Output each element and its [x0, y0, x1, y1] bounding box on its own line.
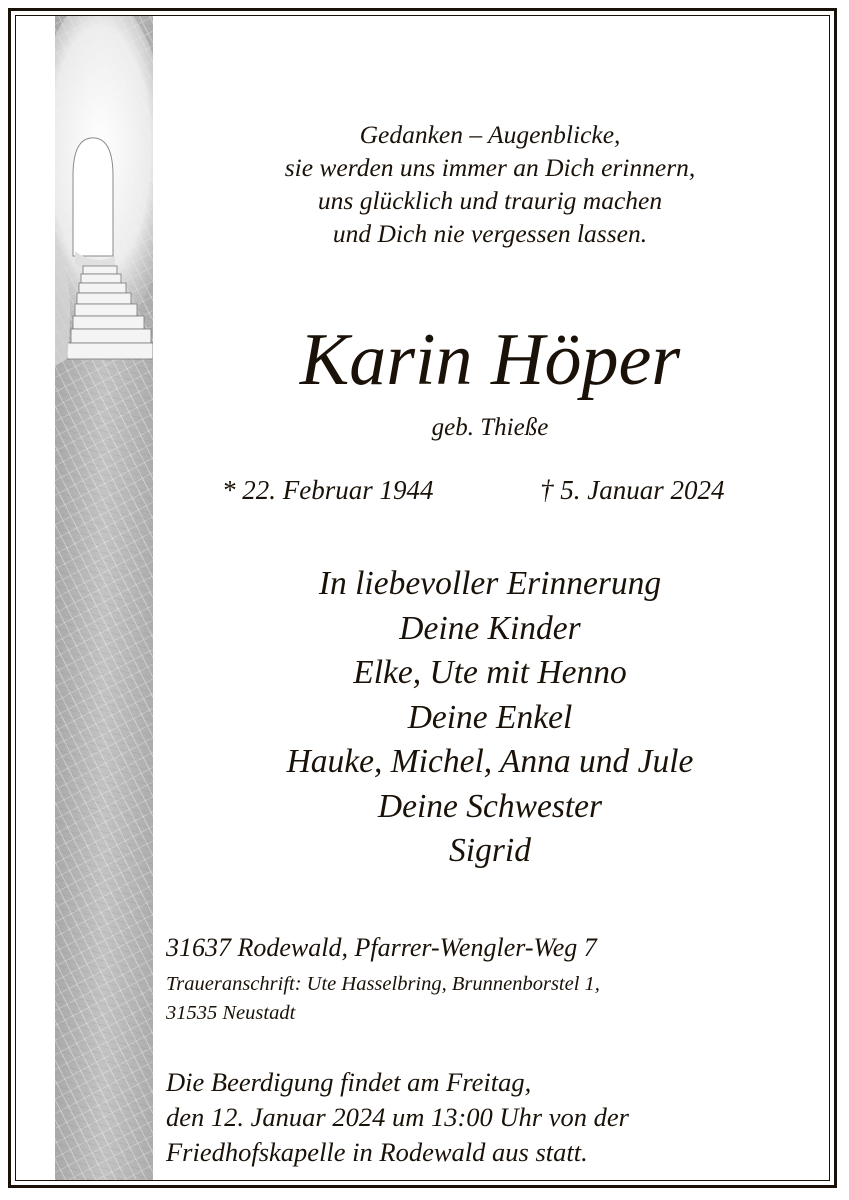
- mourner-line: Deine Enkel: [407, 698, 573, 736]
- decorative-stairway-strip: [55, 16, 153, 1180]
- poem-line: und Dich nie vergessen lassen.: [332, 219, 648, 248]
- home-address: 31637 Rodewald, Pfarrer-Wengler-Weg 7: [166, 933, 597, 962]
- deceased-name: Karin Höper: [299, 319, 681, 401]
- mourning-address-line: 31535 Neustadt: [166, 1002, 296, 1024]
- mourner-line: Deine Kinder: [399, 609, 581, 647]
- mourner-line: Elke, Ute mit Henno: [353, 654, 627, 691]
- poem-line: uns glücklich und traurig machen: [317, 186, 663, 215]
- mourner-line: In liebevoller Erinnerung: [318, 565, 662, 602]
- funeral-line: den 12. Januar 2024 um 13:00 Uhr von der: [166, 1102, 629, 1132]
- mourning-address: [166, 970, 600, 1028]
- poem-line: sie werden uns immer an Dich erinnern,: [284, 153, 696, 182]
- mourner-line: Hauke, Michel, Anna und Jule: [286, 743, 694, 780]
- death-date: † 5. Januar 2024: [540, 475, 725, 505]
- mourner-line: Deine Schwester: [377, 787, 603, 825]
- poem: [170, 118, 810, 250]
- maiden-name: geb. Thieße: [431, 414, 549, 441]
- funeral-notice: [166, 1065, 629, 1170]
- mourner-line: Sigrid: [449, 832, 531, 869]
- funeral-line: Friedhofskapelle in Rodewald aus statt.: [166, 1137, 588, 1167]
- funeral-line: Die Beerdigung findet am Freitag,: [166, 1067, 532, 1097]
- stairway-icon: [55, 16, 153, 436]
- mourners-list: [170, 562, 810, 874]
- poem-line: Gedanken – Augenblicke,: [359, 120, 621, 149]
- mourning-address-line: Traueranschrift: Ute Hasselbring, Brunnenborstel 1,: [166, 973, 600, 995]
- birth-date: * 22. Februar 1944: [222, 475, 434, 505]
